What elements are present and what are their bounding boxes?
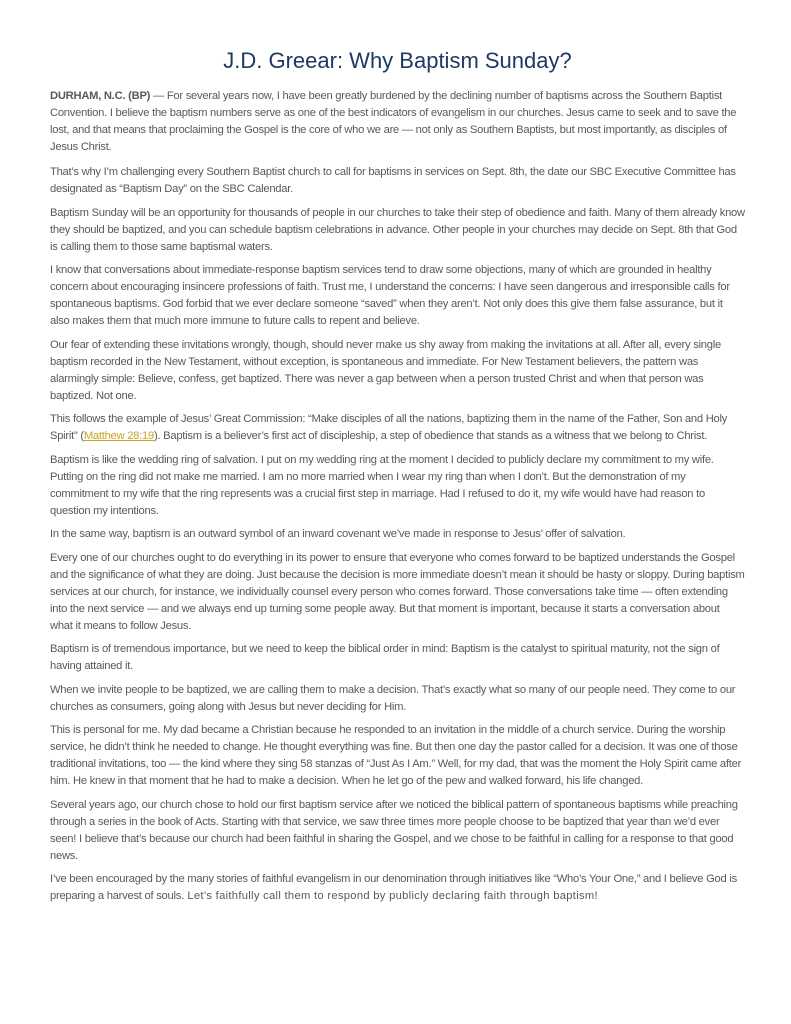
paragraph-10: Baptism is of tremendous importance, but we need to keep the biblical order in mind: Baptism is the catalyst to spiritual maturity, not the sign of having attained it. bbox=[50, 643, 720, 672]
paragraph-14 bbox=[50, 871, 745, 905]
paragraph-12: This is personal for me. My dad became a Christian because he responded to an invitation in the middle of a church service. During the worship service, he didn’t think he needed to change. He thought everything was fine. But then one day the pastor called for a decision. It was one of those traditional invitations, too — the kind where they sing 58 stanzas of “Just As I Am.” Well, for my dad, that was the moment the Holy Spirit came after him. He knew in that moment that he had to make a decision. When he let go of the pew and walked forward, his life changed. bbox=[50, 724, 742, 787]
article-title: J.D. Greear: Why Baptism Sunday? bbox=[223, 48, 572, 73]
paragraph-14-closing: Let’s faithfully call them to respond by publicly declaring faith through baptism! bbox=[183, 890, 598, 902]
paragraph-6-before: This follows the example of Jesus’ Great Commission: “Make disciples of all the nations, baptizing them in the name of the Father, Son and Holy Spirit” ( bbox=[50, 413, 728, 442]
paragraph-6-after: ). Baptism is a believer’s first act of discipleship, a step of obedience that stands as a witness that we belong to Christ. bbox=[153, 430, 708, 442]
paragraph-11: When we invite people to be baptized, we are calling them to make a decision. That’s exactly what so many of our people need. They come to our churches as consumers, going along with Jesus but never deciding for Him. bbox=[50, 683, 736, 713]
paragraph-4: I know that conversations about immediate-response baptism services tend to draw some objections, many of which are grounded in healthy concern about encouraging insincere professions of faith. Trust me, I understand the concerns: I have seen dangerous and irresponsible calls for spontaneous baptisms. God forbid that we ever declare someone “saved” when they aren’t. Not only does this give them false assurance, but it also makes them that much more immune to future calls to repent and believe. bbox=[50, 264, 730, 327]
dateline: DURHAM, N.C. (BP) bbox=[50, 90, 151, 102]
paragraph-1-text: — For several years now, I have been greatly burdened by the declining number of baptisms across the Southern Baptist Convention. I believe the baptism numbers serve as one of the best indicators of evangelism in our churches. Jesus came to seek and to save the lost, and that means that proclaiming the Gospel is the core of who we are — not only as Southern Baptists, but most importantly, as disciples of Jesus Christ. bbox=[50, 90, 737, 153]
paragraph-1 bbox=[50, 88, 745, 156]
paragraph-9: Every one of our churches ought to do everything in its power to ensure that everyone who comes forward to be baptized understands the Gospel and the significance of what they are doing. Just because the decision is more immediate doesn’t mean it should be hasty or sloppy. During baptism services at our church, for instance, we individually counsel every person who comes forward. Those conversations take time — often extending into the next service — and we always end up turning some people away. But that moment is important, because it starts a conversation about what it means to follow Jesus. bbox=[50, 551, 745, 632]
paragraph-14-text: I’ve been encouraged by the many stories of faithful evangelism in our denomination through initiatives like “Who’s Your One,” and I believe God is preparing a harvest of souls. bbox=[50, 873, 737, 902]
paragraph-7: Baptism is like the wedding ring of salvation. I put on my wedding ring at the moment I decided to publicly declare my commitment to my wife. Putting on the ring did not make me married. I am no more married when I wear my ring than when I don’t. But the demonstration of my commitment to my wife that the ring represents was a crucial first step in marriage. Had I refused to do it, my wife would have had reason to question my intentions. bbox=[50, 453, 714, 517]
paragraph-13: Several years ago, our church chose to hold our first baptism service after we noticed the biblical pattern of spontaneous baptisms while preaching through a series in the book of Acts. Starting with that service, we saw three times more people choose to be baptized that year than we’d ever seen! I believe that’s because our church had been faithful in sharing the Gospel, and we chose to be faithful in calling for a response to that good news. bbox=[50, 798, 738, 862]
scripture-link[interactable]: Matthew 28:19 bbox=[83, 430, 154, 442]
paragraph-3: Baptism Sunday will be an opportunity for thousands of people in our churches to take their step of obedience and faith. Many of them already know they should be baptized, and you can schedule baptism celebrations in advance. Other people in your churches may decide on Sept. 8th that God is calling them to those same baptismal waters. bbox=[50, 206, 745, 253]
paragraph-5: Our fear of extending these invitations wrongly, though, should never make us shy away from making the invitations at all. After all, every single baptism recorded in the New Testament, without exception, is spontaneous and immediate. For New Testament believers, the pattern was alarmingly simple: Believe, confess, get baptized. There was never a gap between when a person trusted Christ and when that person was baptized. Not one. bbox=[50, 338, 721, 402]
paragraph-8: In the same way, baptism is an outward symbol of an inward covenant we’ve made in response to Jesus’ offer of salvation. bbox=[50, 528, 626, 540]
paragraph-2: That’s why I’m challenging every Southern Baptist church to call for baptisms in services on Sept. 8th, the date our SBC Executive Committee has designated as “Baptism Day” on the SBC Calendar. bbox=[50, 166, 736, 195]
paragraph-6 bbox=[50, 411, 745, 445]
